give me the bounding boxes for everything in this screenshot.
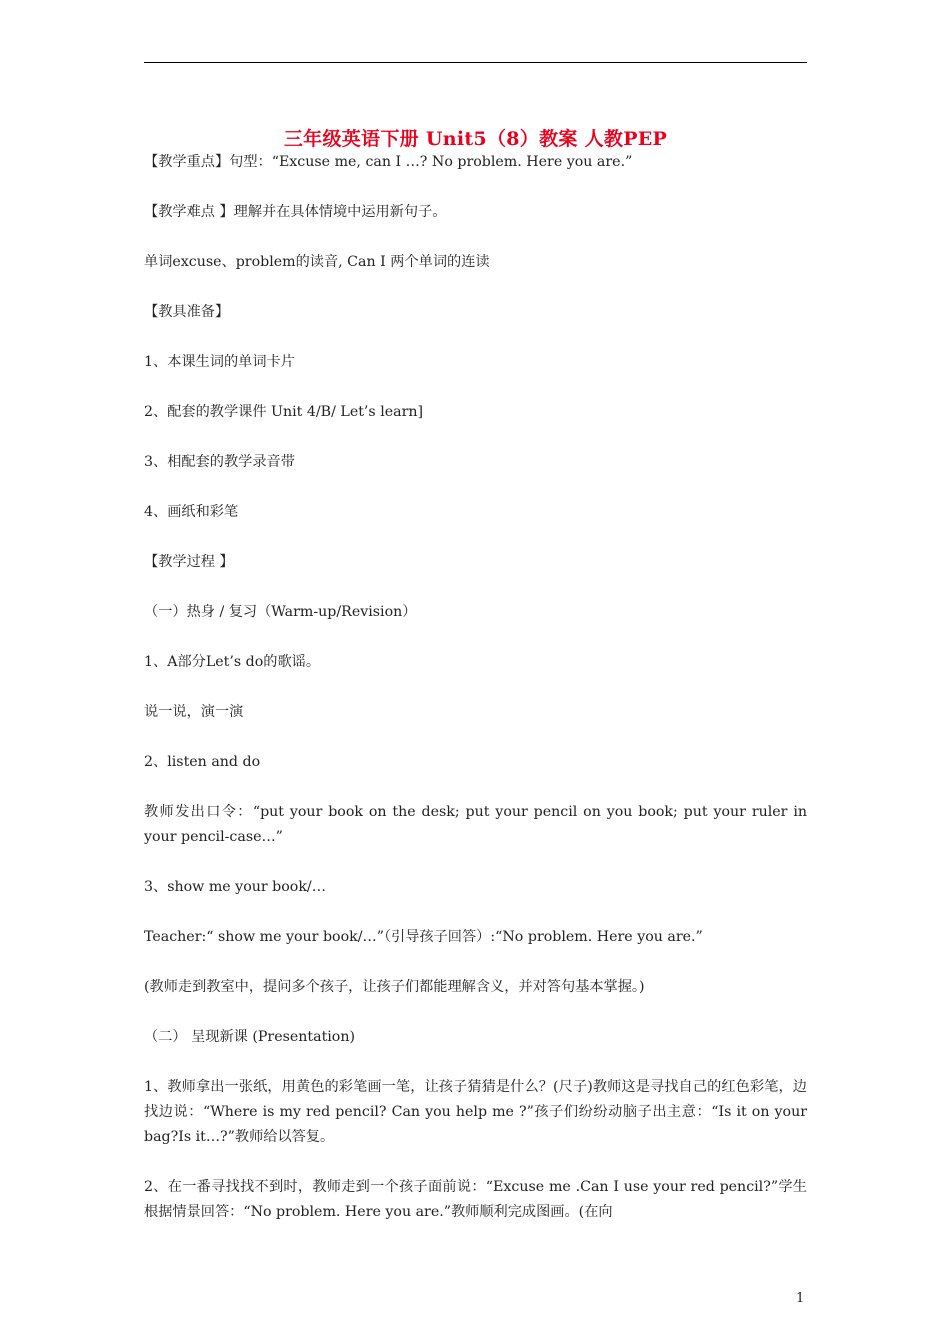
paragraph-material-2: 2、配套的教学课件 Unit 4/B/ Let’s learn] xyxy=(144,404,424,420)
paragraph-teaching-focus: 【教学重点】句型：“Excuse me, can I …? No problem. Here you are.” xyxy=(144,154,633,170)
paragraph-pronunciation: 单词excuse、problem的读音, Can I 两个单词的连读 xyxy=(144,254,490,270)
header-rule xyxy=(144,62,807,63)
paragraph-process-heading: 【教学过程 】 xyxy=(144,554,234,570)
paragraph-teacher-note: (教师走到教室中，提问多个孩子，让孩子们都能理解含义，并对答句基本掌握。) xyxy=(144,979,645,995)
paragraph-teaching-difficulty: 【教学难点 】理解并在具体情境中运用新句子。 xyxy=(144,204,447,220)
paragraph-material-3: 3、相配套的教学录音带 xyxy=(144,454,295,470)
document-body xyxy=(144,150,807,1250)
paragraph-warmup-heading: （一）热身 / 复习（Warm-up/Revision） xyxy=(144,604,417,620)
paragraph-presentation-1: 1、教师拿出一张纸，用黄色的彩笔画一笔，让孩子猜猜是什么？(尺子)教师这是寻找自己的红色彩笔，边找边说：“Where is my red pencil? Can you help me ?”孩子们纷纷动脑子出主意：“Is it on your bag?Is it…?”教师给以答复。 xyxy=(144,1079,807,1145)
paragraph-presentation-2: 2、在一番寻找找不到时，教师走到一个孩子面前说：“Excuse me .Can I use your red pencil?”学生根据情景回答：“No problem. Here you are.”教师顺利完成图画。(在向 xyxy=(144,1179,807,1220)
paragraph-warmup-1: 1、A部分Let’s do的歌谣。 xyxy=(144,654,321,670)
paragraph-material-4: 4、画纸和彩笔 xyxy=(144,504,239,520)
paragraph-warmup-3: 3、show me your book/… xyxy=(144,879,326,895)
paragraph-material-1: 1、本课生词的单词卡片 xyxy=(144,354,295,370)
paragraph-presentation-heading: （二） 呈现新课 (Presentation) xyxy=(144,1029,356,1045)
paragraph-teacher-dialogue: Teacher:“ show me your book/…”（引导孩子回答）:“No problem. Here you are.” xyxy=(144,929,703,945)
page-number: 1 xyxy=(796,1291,805,1306)
paragraph-warmup-2: 2、listen and do xyxy=(144,754,261,770)
paragraph-teacher-commands: 教师发出口令：“put your book on the desk; put your pencil on you book; put your ruler in your pencil-case…” xyxy=(144,804,807,845)
document-title: 三年级英语下册 Unit5（8）教案 人教PEP xyxy=(283,128,668,150)
paragraph-materials-heading: 【教具准备】 xyxy=(144,304,230,320)
paragraph-say-and-act: 说一说，演一演 xyxy=(144,704,244,720)
